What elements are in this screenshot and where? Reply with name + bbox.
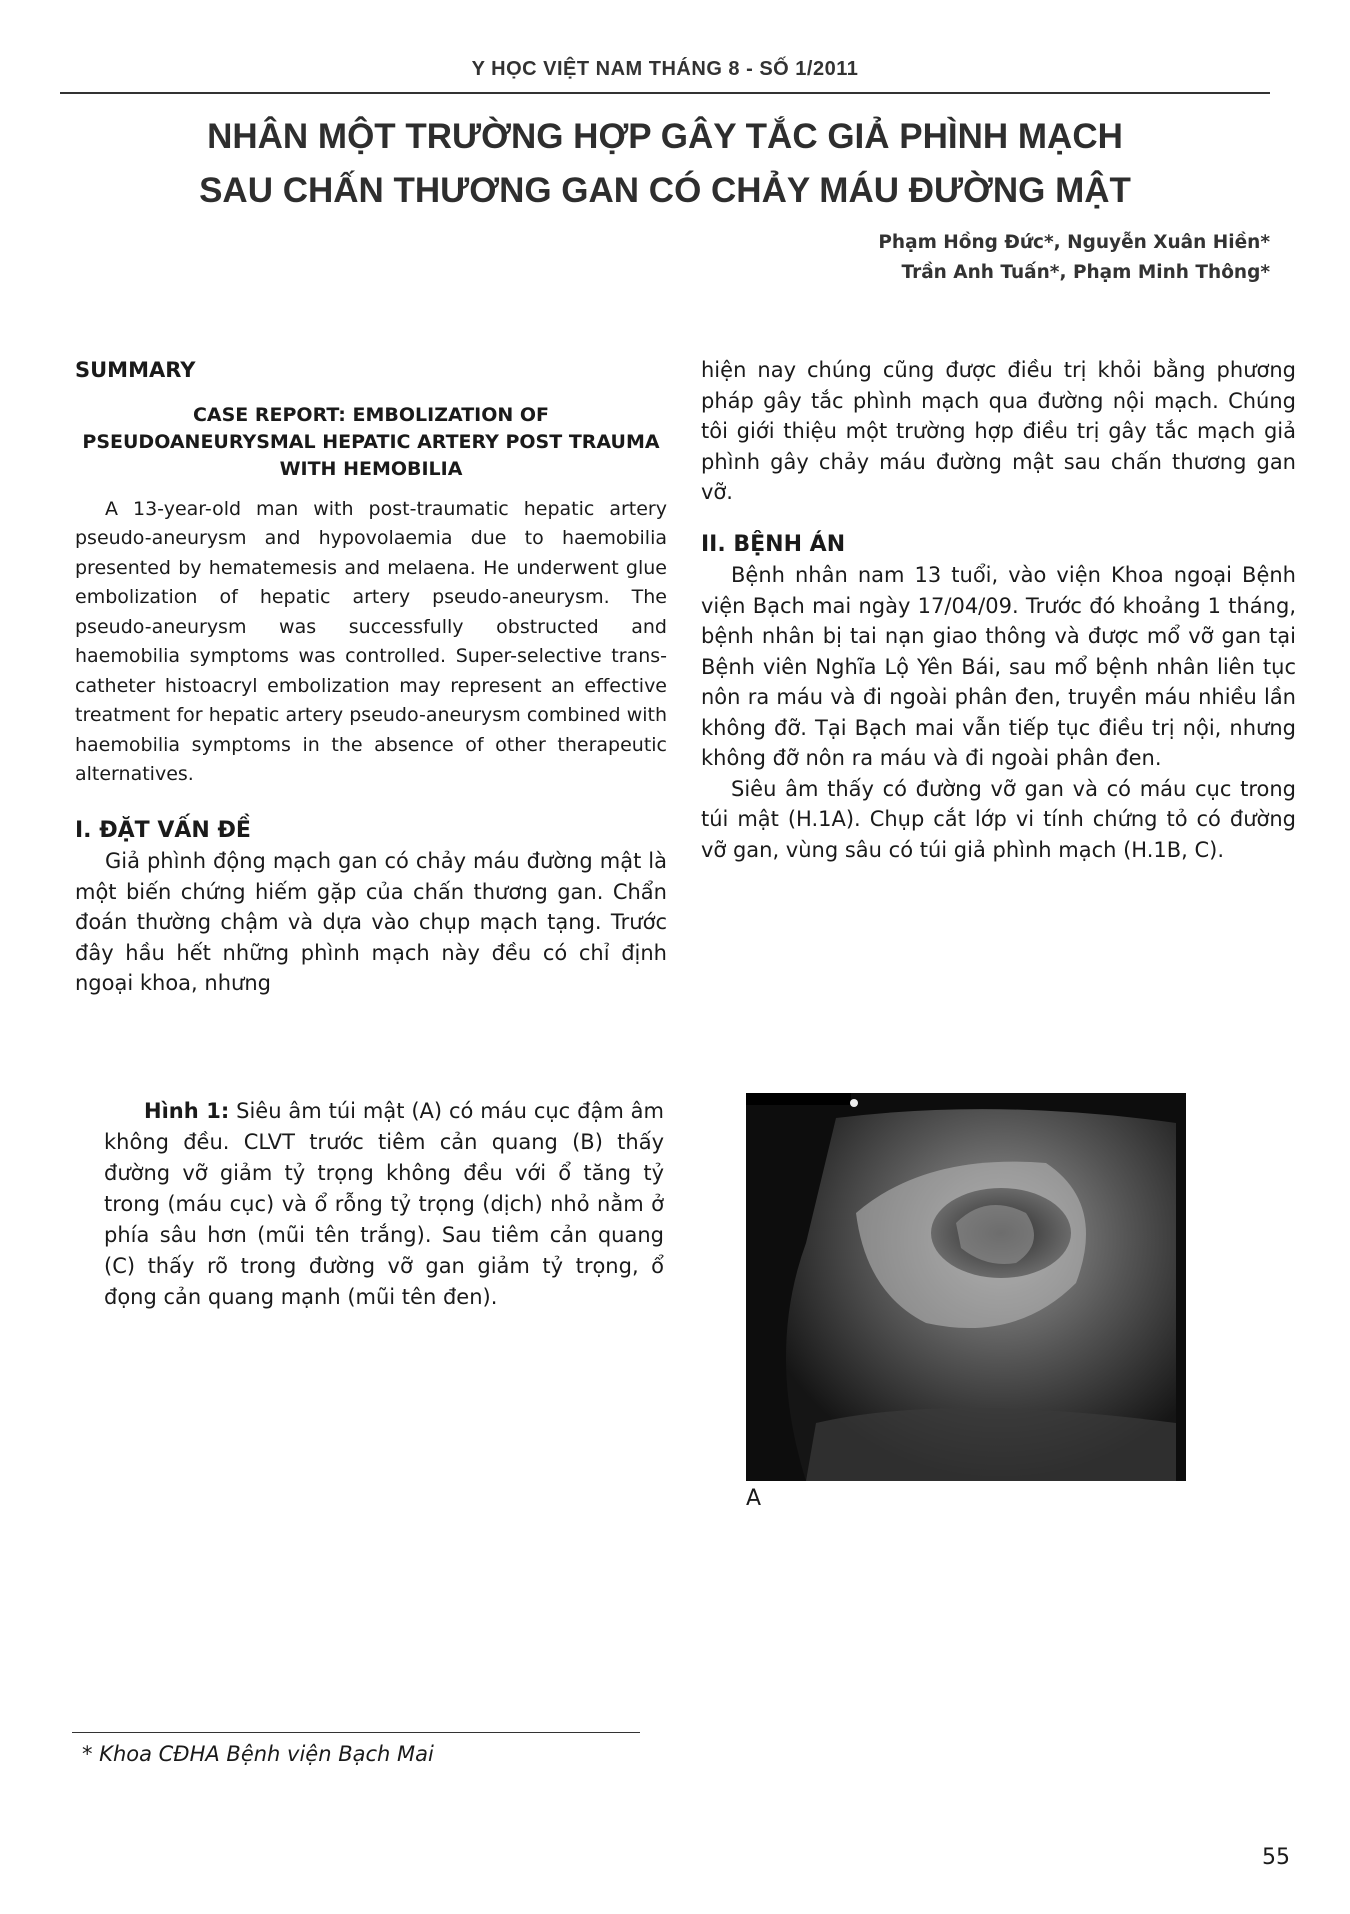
left-column [75, 355, 667, 999]
case-report-title: CASE REPORT: EMBOLIZATION OF PSEUDOANEURYSMAL HEPATIC ARTERY POST TRAUMA WITH HEMOBILIA [82, 403, 660, 480]
section-1-text: Giả phình động mạch gan có chảy máu đường mật là một biến chứng hiếm gặp của chấn thương gan. Chẩn đoán thường chậm và dựa vào chụp mạch tạng. Trước đây hầu hết những phình mạch này đều có chỉ định ngoại khoa, nhưng [75, 849, 667, 995]
authors-line-2: Trần Anh Tuấn*, Phạm Minh Thông* [901, 262, 1270, 283]
authors [878, 228, 1270, 288]
authors-line-1: Phạm Hồng Đức*, Nguyễn Xuân Hiền* [878, 232, 1270, 253]
section-2-heading: II. BỆNH ÁN [701, 531, 846, 557]
case-paragraph-1: Bệnh nhân nam 13 tuổi, vào viện Khoa ngoại Bệnh viện Bạch mai ngày 17/04/09. Trước đó khoảng 1 tháng, bệnh nhân bị tai nạn giao thông và được mổ vỡ gan tại Bệnh viên Nghĩa Lộ Yên Bái, sau mổ bệnh nhân liên tục nôn ra máu và đi ngoài phân đen, truyền máu nhiều lần không đỡ. Tại Bạch mai vẫn tiếp tục điều trị nội, nhưng không đỡ nôn ra máu và đi ngoài phân đen. [701, 563, 1296, 770]
title-line-1: NHÂN MỘT TRƯỜNG HỢP GÂY TẮC GIẢ PHÌNH MẠCH [207, 117, 1123, 156]
article-title [60, 110, 1270, 218]
ultrasound-image [746, 1093, 1186, 1481]
page-number: 55 [1262, 1845, 1290, 1870]
summary-text: A 13-year-old man with post-traumatic hepatic artery pseudo-aneurysm and hypovolaemia due to haemobilia presented by hematemesis and melaena. He underwent glue embolization of hepatic artery pseudo-aneurysm. The pseudo-aneurysm was successfully obstructed and haemobilia symptoms was controlled. Super-selective trans-catheter histoacryl embolization may represent an effective treatment for hepatic artery pseudo-aneurysm combined with haemobilia symptoms in the absence of other therapeutic alternatives. [75, 497, 667, 785]
ultrasound-graphic [746, 1093, 1186, 1481]
journal-header: Y HỌC VIỆT NAM THÁNG 8 - SỐ 1/2011 [471, 58, 859, 80]
caption-text: Siêu âm túi mật (A) có máu cục đậm âm không đều. CLVT trước tiêm cản quang (B) thấy đường vỡ giảm tỷ trọng không đều với ổ tăng tỷ trong (máu cục) và ổ rỗng tỷ trọng (dịch) nhỏ nằm ở phía sâu hơn (mũi tên trắng). Sau tiêm cản quang (C) thấy rõ trong đường vỡ gan giảm tỷ trọng, ổ đọng cản quang mạnh (mũi tên đen). [104, 1099, 664, 1309]
section-1-heading: I. ĐẶT VẤN ĐỀ [75, 817, 251, 843]
footnote-rule [72, 1732, 640, 1733]
header-rule [60, 92, 1270, 94]
title-line-2: SAU CHẤN THƯƠNG GAN CÓ CHẢY MÁU ĐƯỜNG MẬT [199, 171, 1131, 210]
caption-label: Hình 1: [144, 1099, 230, 1123]
case-paragraph-2: Siêu âm thấy có đường vỡ gan và có máu cục trong túi mật (H.1A). Chụp cắt lớp vi tính chứng tỏ có đường vỡ gan, vùng sâu có túi giả phình mạch (H.1B, C). [701, 776, 1296, 862]
right-column [701, 355, 1296, 865]
figure-panel-label: A [746, 1486, 762, 1511]
intro-continuation: hiện nay chúng cũng được điều trị khỏi bằng phương pháp gây tắc phình mạch qua đường nội mạch. Chúng tôi giới thiệu một trường hợp điều trị gây tắc mạch giả phình gây chảy máu đường mật sau chấn thương gan vỡ. [701, 358, 1296, 504]
figure-caption [104, 1096, 664, 1313]
summary-heading: SUMMARY [75, 358, 196, 382]
footnote: * Khoa CĐHA Bệnh viện Bạch Mai [82, 1742, 434, 1766]
